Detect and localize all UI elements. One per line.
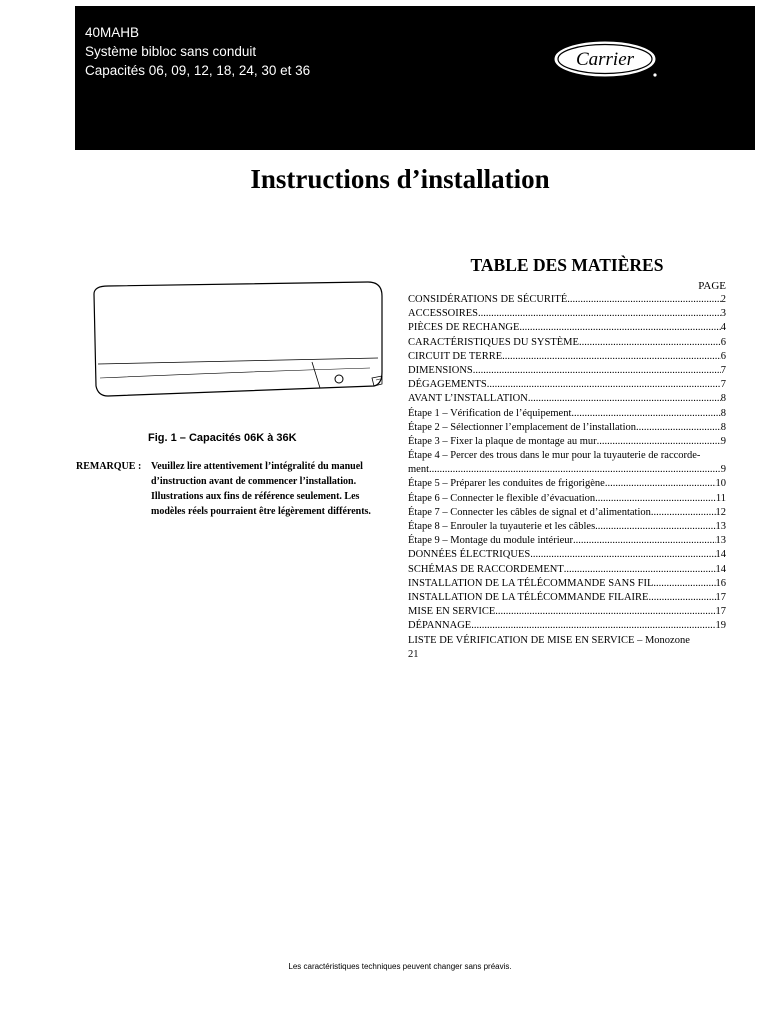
toc-entry[interactable]: CIRCUIT DE TERRE ..... 6 [408, 350, 726, 364]
capacities-line: Capacités 06, 09, 12, 18, 24, 30 et 36 [85, 63, 311, 78]
toc-heading: TABLE DES MATIÈRES [470, 255, 664, 275]
header-text [85, 23, 310, 80]
toc-entry[interactable]: DÉPANNAGE ..... 19 [408, 619, 726, 633]
product-subtitle: Système bibloc sans conduit [85, 44, 257, 59]
toc-page-label: PAGE [698, 280, 726, 292]
toc-entry[interactable]: SCHÉMAS DE RACCORDEMENT ..... 14 [408, 563, 726, 577]
toc-entry[interactable]: Étape 7 – Connecter les câbles de signal et d’alimentation ..... 12 [408, 506, 726, 520]
model-name: 40MAHB [85, 25, 140, 40]
toc-entry[interactable]: ACCESSOIRES ..... 3 [408, 307, 726, 321]
toc-entry[interactable]: DIMENSIONS ..... 7 [408, 364, 726, 378]
toc-entry[interactable]: Étape 4 – Percer des trous dans le mur pour la tuyauterie de raccorde- ment ..... 9 [408, 449, 726, 477]
toc-entry[interactable]: CARACTÉRISTIQUES DU SYSTÈME ..... 6 [408, 336, 726, 350]
toc-entry[interactable]: CONSIDÉRATIONS DE SÉCURITÉ ..... 2 [408, 293, 726, 307]
toc-entry[interactable]: MISE EN SERVICE ..... 17 [408, 605, 726, 619]
remark-label: REMARQUE : [76, 461, 142, 472]
brand-name: Carrier [575, 49, 635, 70]
toc-entry[interactable]: AVANT L’INSTALLATION ..... 8 [408, 392, 726, 406]
table-of-contents [408, 255, 726, 662]
toc-entry[interactable]: LISTE DE VÉRIFICATION DE MISE EN SERVICE – Monozone 21 [408, 634, 690, 660]
toc-entry[interactable]: PIÈCES DE RECHANGE ..... 4 [408, 321, 726, 335]
indoor-unit-illustration [86, 280, 388, 400]
carrier-logo [553, 40, 659, 78]
toc-entry[interactable]: Étape 8 – Enrouler la tuyauterie et les câbles ..... 13 [408, 520, 726, 534]
figure-caption: Fig. 1 – Capacités 06K à 36K [148, 432, 297, 444]
toc-entry[interactable]: Étape 5 – Préparer les conduites de frigorigène ..... 10 [408, 477, 726, 491]
header-banner [75, 6, 755, 150]
remark-text: Veuillez lire attentivement l’intégralité du manuel d’instruction avant de commencer l’installation. Illustrations aux fins de référence seulement. Les modèles réels pourraient être légèrement différents. [151, 461, 371, 517]
toc-entry[interactable]: INSTALLATION DE LA TÉLÉCOMMANDE SANS FIL ..... 16 [408, 577, 726, 591]
toc-entry[interactable]: Étape 3 – Fixer la plaque de montage au mur ..... 9 [408, 435, 726, 449]
toc-entry[interactable]: INSTALLATION DE LA TÉLÉCOMMANDE FILAIRE ..... 17 [408, 591, 726, 605]
toc-entry[interactable]: DÉGAGEMENTS ..... 7 [408, 378, 726, 392]
toc-entry[interactable]: Étape 6 – Connecter le flexible d’évacuation ..... 11 [408, 492, 726, 506]
toc-entry[interactable]: DONNÉES ÉLECTRIQUES ..... 14 [408, 548, 726, 562]
footer-note: Les caractéristiques techniques peuvent changer sans préavis. [288, 962, 512, 971]
toc-entry[interactable]: Étape 2 – Sélectionner l’emplacement de l’installation ..... 8 [408, 421, 726, 435]
toc-entry[interactable]: Étape 1 – Vérification de l’équipement ..... 8 [408, 407, 726, 421]
toc-entry[interactable]: Étape 9 – Montage du module intérieur ..... 13 [408, 534, 726, 548]
page-title: Instructions d’installation [250, 164, 550, 194]
